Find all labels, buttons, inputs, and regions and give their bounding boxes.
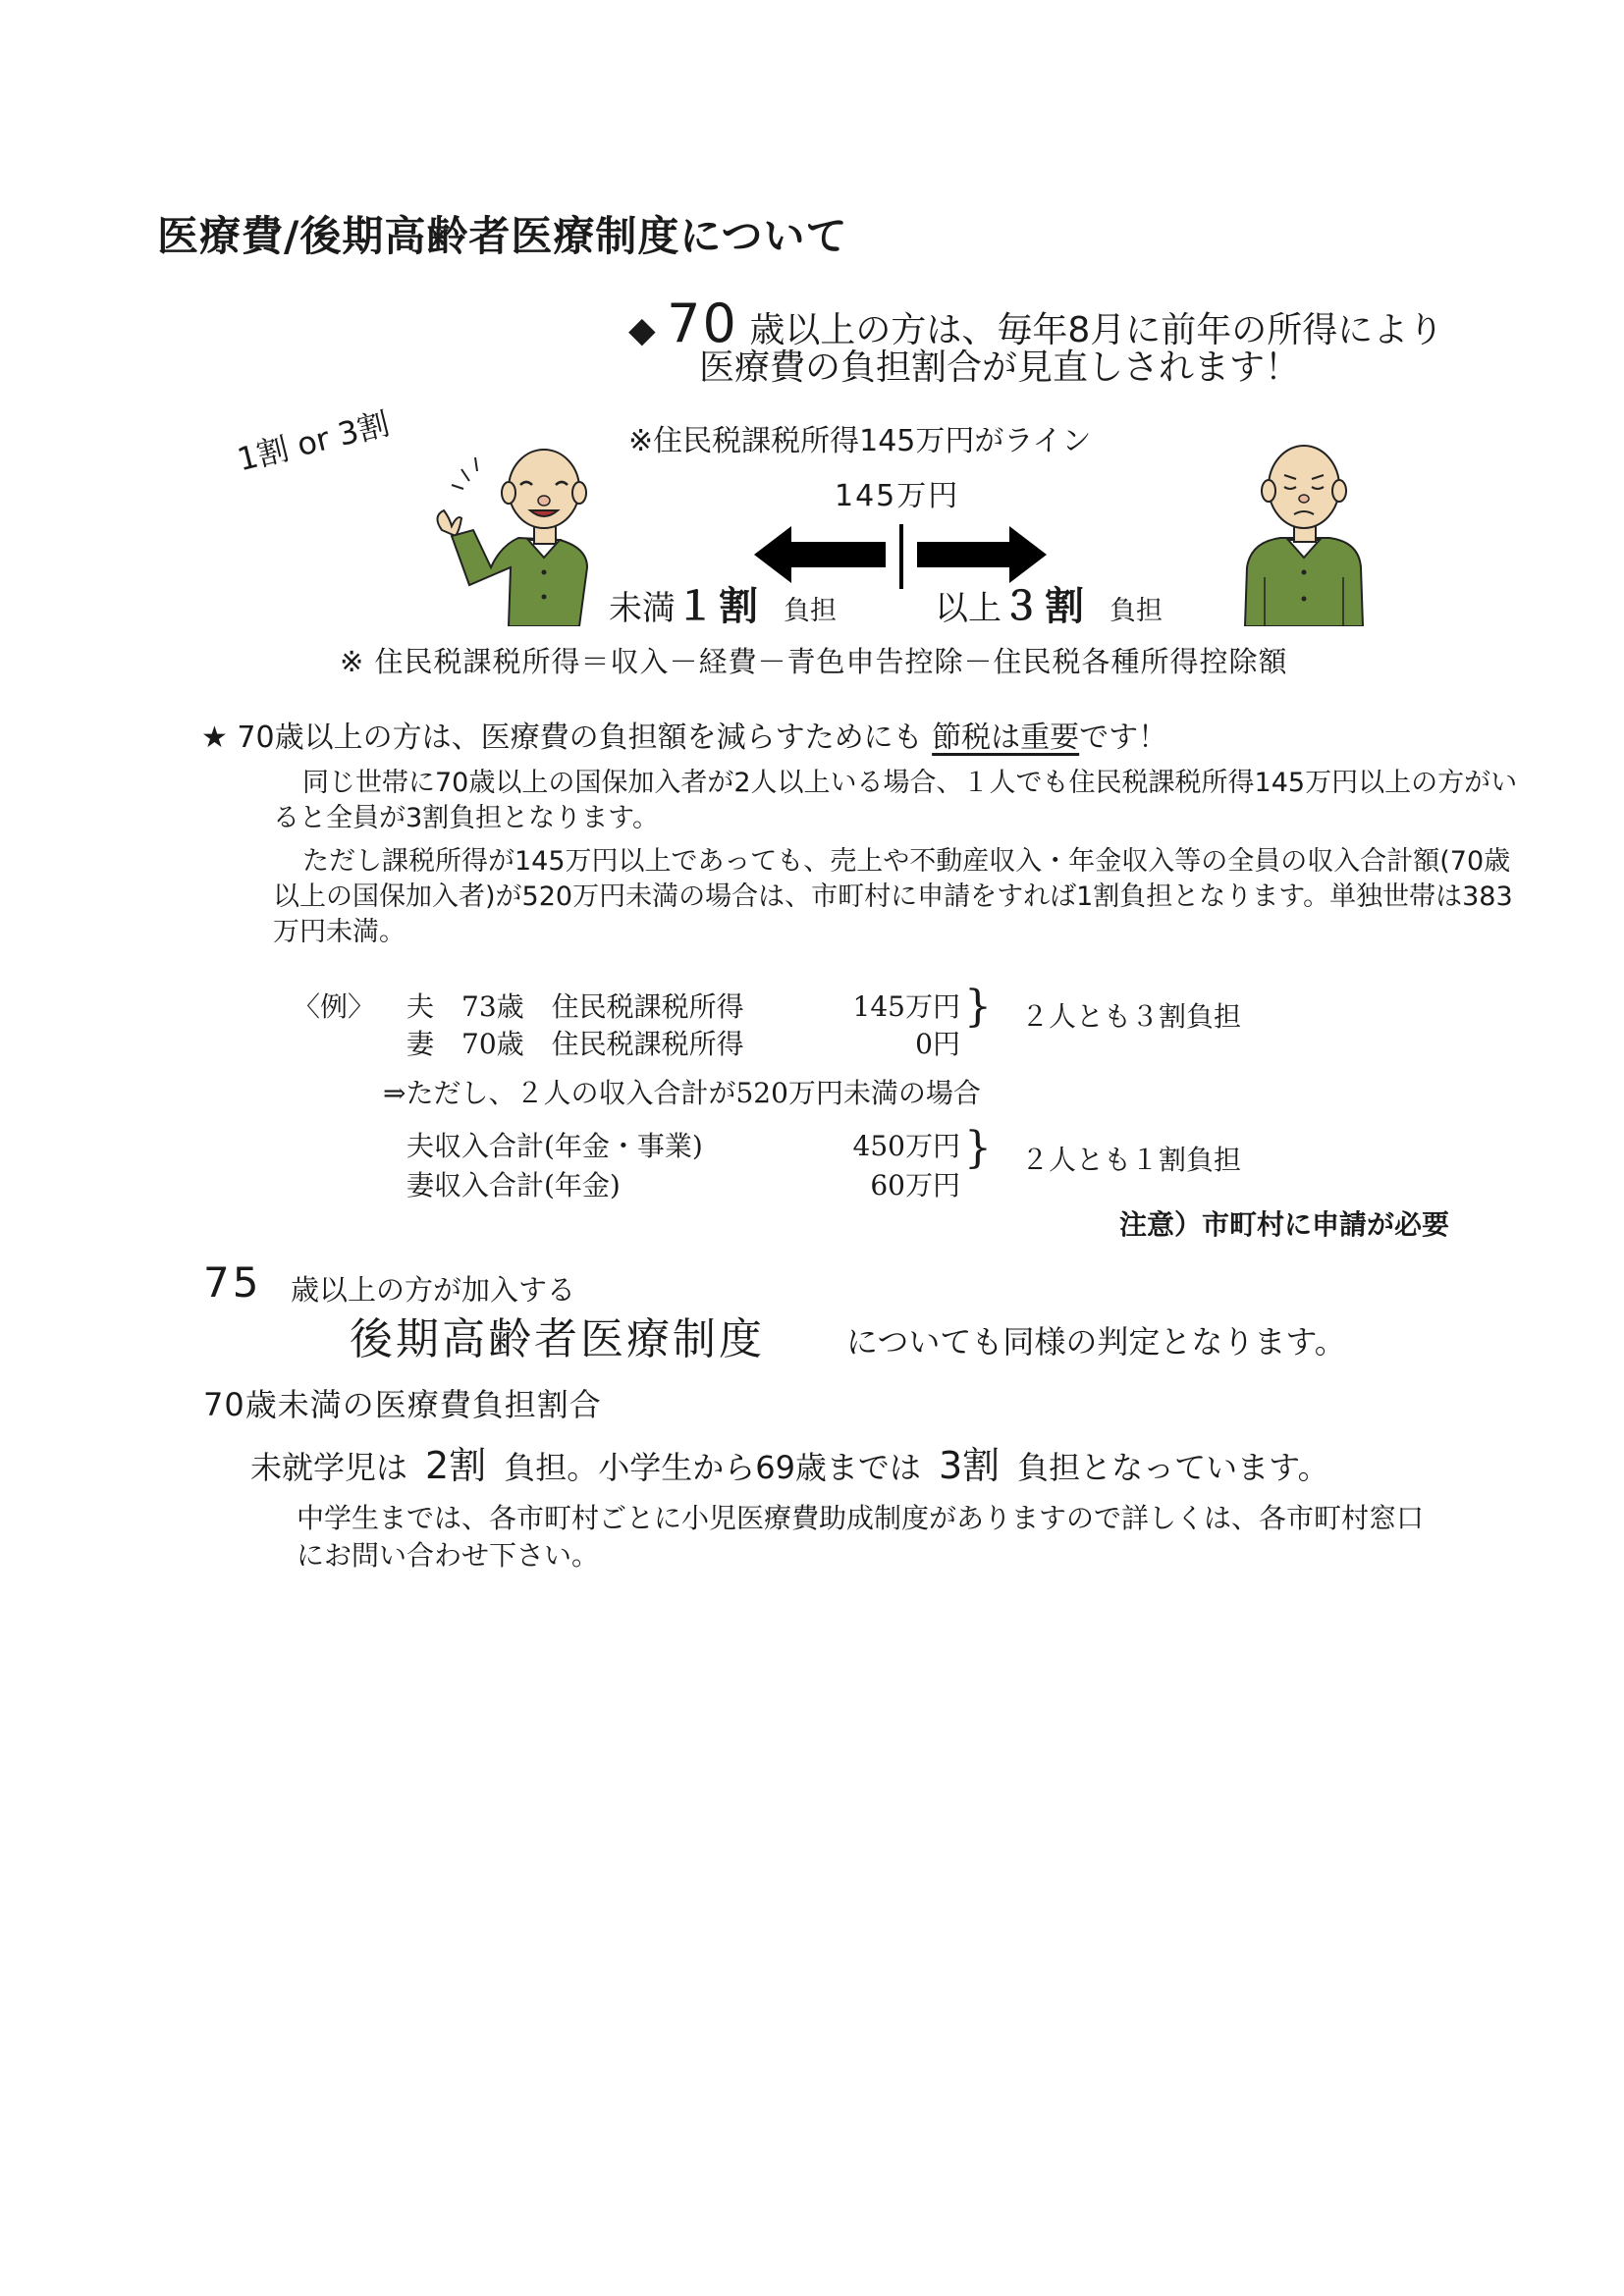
elderly-man-waving-illustration [422,420,619,626]
under-threshold-label [609,575,837,631]
section75-age: 75 [203,1258,262,1307]
tax-saving-lead: ★ 70歳以上の方は、医療費の負担額を減らすためにも [201,721,933,755]
under70-heading: 70歳未満の医療費負担割合 [203,1386,602,1423]
example-amount-wife: 0円 [915,1028,960,1060]
elderly-man-worried-illustration [1235,420,1373,626]
brace-2: } [964,1123,992,1173]
example-amount-husband-income: 450万円 [852,1130,960,1162]
under70-seg1: 未就学児は [250,1449,408,1486]
section75-line1: 歳以上の方が加入する [291,1273,576,1307]
example-result-3: ２人とも３割負担 [1021,1000,1242,1033]
example-row-wife: 妻 70歳 住民税課税所得 [406,1028,744,1060]
tax-saving-emphasis: 節税は重要 [932,721,1080,755]
example-row-husband: 夫 73歳 住民税課税所得 [406,990,744,1023]
example-amount-wife-income: 60万円 [870,1169,960,1201]
example-row-husband-income: 夫収入合計(年金・事業) [406,1130,703,1162]
example-tag: 〈例〉 [293,990,376,1023]
example-row-wife-income: 妻収入合計(年金) [406,1169,621,1201]
under-suffix: 負担 [784,596,837,626]
over-threshold-label [935,575,1163,631]
headline-line1-text: 歳以上の方は、毎年8月に前年の所得により [749,310,1444,350]
under70-seg2: 負担。小学生から69歳までは [504,1449,921,1486]
over-suffix: 負担 [1110,596,1163,626]
tax-saving-tail: です！ [1079,721,1168,755]
section75-tail: についても同様の判定となります。 [846,1323,1346,1361]
headline-age: 70 [667,293,738,354]
threshold-value: 145万円 [835,479,960,513]
under70-num1: 2割 [425,1444,487,1487]
paragraph-exception: ただし課税所得が145万円以上であっても、売上や不動産収入・年金収入等の全員の収入合計額(70歳以上の国保加入者)が520万円未満の場合は、市町村に申請をすれば1割負担となります。単独世帯は383万円未満。 [273,846,1513,947]
under70-num2: 3割 [938,1444,1001,1487]
caution-note: 注意）市町村に申請が必要 [1119,1208,1450,1241]
example-result-1: ２人とも１割負担 [1021,1144,1242,1176]
over-ratio: ３割 [1001,584,1088,629]
brace-1: } [964,982,992,1032]
under-prefix: 未満 [609,589,676,628]
taxable-income-formula: ※ 住民税課税所得＝収入－経費－青色申告控除－住民税各種所得控除額 [340,645,1288,678]
threshold-note: ※住民税課税所得145万円がライン [628,424,1092,458]
example-amount-husband: 145万円 [852,990,960,1023]
tax-saving-note [201,713,1167,756]
paragraph-household: 同じ世帯に70歳以上の国保加入者が2人以上いる場合、１人でも住民税課税所得145万円以上の方がいると全員が3割負担となります。 [273,768,1518,833]
under70-paragraph: 中学生までは、各市町村ごとに小児医療費助成制度がありますので詳しくは、各市町村窓口にお問い合わせ下さい。 [297,1502,1425,1572]
over-prefix: 以上 [935,589,1001,628]
ratio-label: 1割 or 3割 [233,404,394,479]
example-condition: ⇒ただし、２人の収入合計が520万円未満の場合 [383,1077,981,1109]
page-title: 医療費/後期高齢者医療制度について [157,212,848,260]
under-ratio: １割 [676,584,762,629]
section75-system-name: 後期高齢者医療制度 [350,1314,765,1364]
diamond-bullet: ◆ [628,310,656,350]
under70-seg3: 負担となっています。 [1017,1449,1329,1486]
headline-line2: 医療費の負担割合が見直しされます！ [699,347,1301,388]
under70-ratio-line [250,1435,1329,1489]
